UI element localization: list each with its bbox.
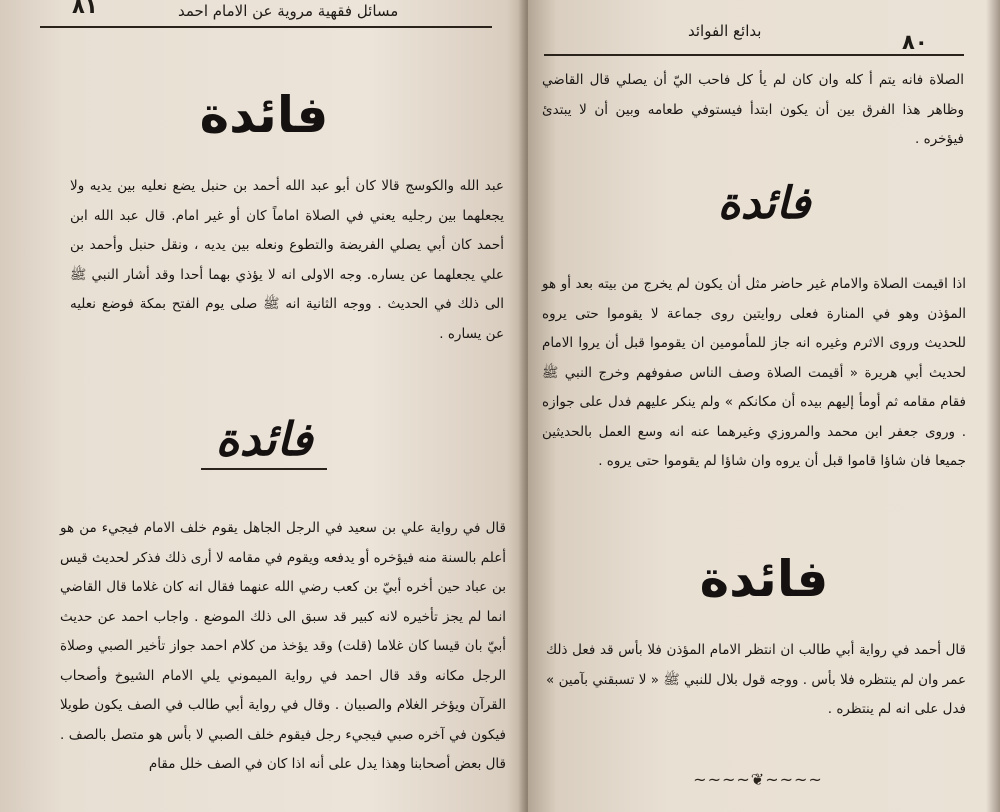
left-header-rule [40,26,492,28]
right-section-1-heading: فائدة [717,178,811,229]
left-section-2-heading: فائدة [215,412,313,466]
right-page [528,0,1000,812]
right-section-2-paragraph: قال أحمد في رواية أبي طالب ان انتظر الامام المؤذن فلا بأس قد فعل ذلك عمر وان لم ينتظره فلا بأس . ووجه قول بلال للنبي ﷺ « لا تسبقني بآمين » فدل على انه لم ينتظره . [546,642,966,717]
left-page-number: ٨١ [72,0,98,18]
left-page-header [0,0,528,46]
decorative-divider: ~~~~❦~~~~ [693,770,823,789]
ornamental-frame [201,410,326,470]
right-page-number: ٨٠ [902,30,928,54]
book-gutter-shadow [518,0,528,812]
left-section-1-paragraph: عبد الله والكوسج قالا كان أبو عبد الله أحمد بن حنبل يضع نعليه بين يديه ولا يجعلهما بين رجليه يعني في الصلاة اماماً كان أو غير امام. قال عبد الله ابن أحمد كان أبي يصلي الفريضة والتطوع ونعله بين يديه ، ونقل حنبل وأحمد بن علي يجعلهما عن يساره. وجه الاولى انه لا يؤذي بهما أحدا وقد أشار النبي ﷺ الى ذلك في الحديث . ووجه الثانية انه ﷺ صلى يوم الفتح بمكة فوضع نعليه عن يساره . [70,178,504,342]
left-running-title: مسائل فقهية مروية عن الامام احمد [178,2,399,20]
left-section-1-heading: فائدة [199,86,329,144]
right-page-header [528,0,1000,60]
right-intro-paragraph: الصلاة فانه يتم أ كله وان كان لم يأ كل فاحب اليّ أن يصلي قال القاضي وظاهر هذا الفرق بين أن يكون ابتدأ فيستوفي طعامه وبين أن لا يبتدئ فيؤخره . [542,72,964,147]
right-header-rule [544,54,964,56]
right-section-2-heading: فائدة [699,550,829,608]
right-section-1-heading-wrap [528,178,1000,229]
right-running-title: بدائع الفوائد [688,22,762,40]
right-section-1-paragraph: اذا اقيمت الصلاة والامام غير حاضر مثل أن يكون لم يخرج من بيته بعد أو هو المؤذن وهو في المنارة فعلى روايتين روى جماعة لا يقوموا حتى يروه للحديث وروى الاثرم وغيره انه جاز للمأمومين ان يقوموا قبل أن يروا الامام لحديث أبي هريرة « أقيمت الصلاة وصف الناس صفوفهم وخرج النبي ﷺ فقام مقامه ثم أومأ إليهم بيده أن مكانكم » ولم ينكر عليهم فدل على جوازه . وروى جعفر ابن محمد والمروزي وغيرهما عنه انه وسع العمل بالحديثين جميعا فان شاؤا قاموا قبل أن يروه وان شاؤا لم يقوموا حتى يروه . [542,276,966,469]
right-page-edge-shadow [986,0,1000,812]
left-section-2-heading-wrap [0,410,528,470]
left-section-2-paragraph: قال في رواية علي بن سعيد في الرجل الجاهل يقوم خلف الامام فيجيء من هو أعلم بالسنة منه فيؤخره أو يدفعه ويقوم في مقامه لا أرى ذلك فذكر لحديث قيس بن عباد حين أخره أبيّ بن كعب رضي الله عنهما فقال انه كان غلاما قال القاضي انما لم يجز تأخيره لانه كبير قد سبق الى ذلك الموضع . واجاب احمد عن حديث أبيّ بان قيسا كان غلاما (قلت) وقد يؤخذ من كلام احمد جواز تأخير الصبي وصلاة الرجل مكانه وقد قال احمد في رواية الميموني يلي الامام الشيوخ وأصحاب القرآن ويؤخر الغلام والصبيان . وقال في رواية أبي طالب في الصف يكون طويلا فيكون في آخره صبي فيجيء رجل فيقوم خلف الصبي لا بأس هو متصل بالصف . قال بعض أصحابنا وهذا يدل على أنه اذا كان في الصف خلل مقام [60,520,506,772]
